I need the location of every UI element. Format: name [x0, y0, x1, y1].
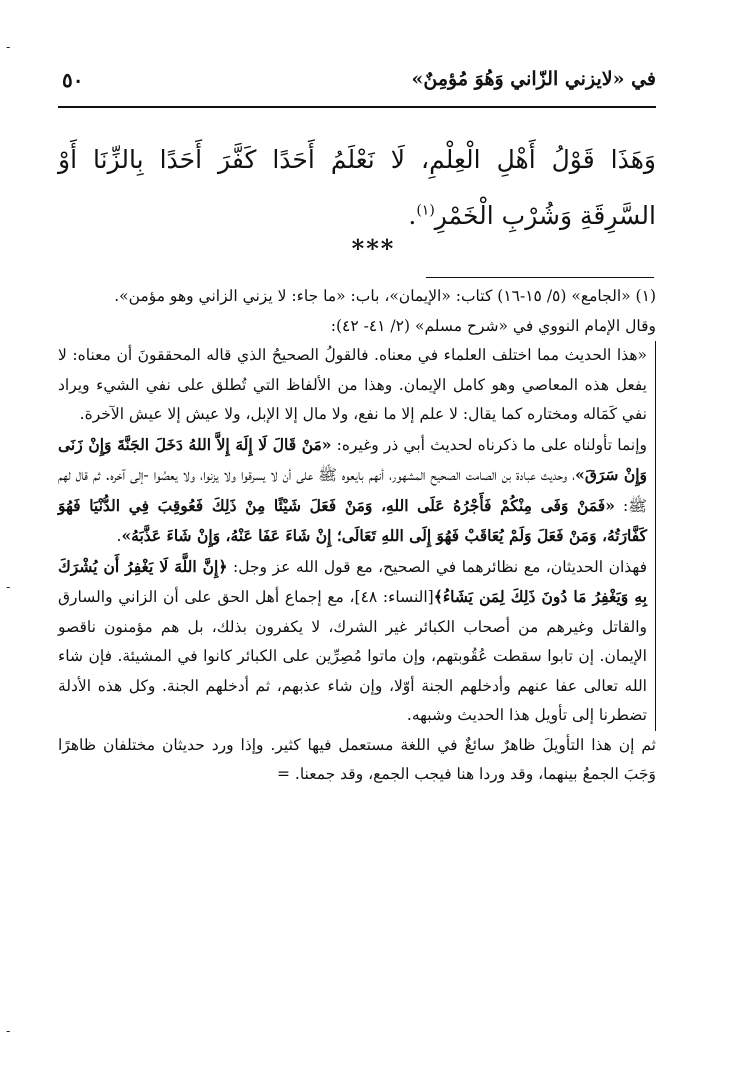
quran-verse: ﴿إِنَّ اللَّهَ لَا يَغْفِرُ أَن يُشْرَكَ بِهِ وَيَغْفِرُ مَا دُونَ ذَلِكَ لِمَن يَشَاءُ﴾: [58, 556, 648, 606]
quote-paragraph-4: ثم إن هذا التأويلَ ظاهرٌ سائغٌ في اللغة مستعمل فيها كثير. وإذا ورد حديثان مختلفان ظاهرًا وَجَبَ الجمعُ بينهما، وقد وردا هنا فيجب الجمع، وقد جمعنا. =: [58, 735, 656, 783]
main-paragraph: [58, 132, 656, 244]
quote-paragraph-2: [58, 430, 647, 552]
footnote-divider: [426, 277, 654, 278]
para-3-text-a: فهذان الحديثان، مع نظائرهما في الصحيح، مع قول الله عز وجل:: [227, 557, 647, 576]
hadith-1: «مَنْ قَالَ لَا إِلَهَ إِلاَّ اللهُ دَخَلَ الجَنَّةَ وَإِنْ زَنَى وَإِنْ سَرَقَ»: [58, 434, 647, 484]
footnote-1-intro: وقال الإمام النووي في «شرح مسلم» (٢/ ٤١- ٤٢):: [330, 316, 656, 335]
main-end-period: .: [408, 201, 417, 230]
page-number: ٥٠: [62, 68, 84, 92]
quote-paragraph-3: [58, 552, 647, 731]
nawawi-quote: [58, 341, 656, 731]
hadith-2: «فَمَنْ وَفَى مِنْكُمْ فَأَجْرُهُ عَلَى اللهِ، وَمَنْ فَعَلَ شَيْئًا مِنْ ذَلِكَ فَعُوقِبَ فِي الدُّنْيَا فَهُوَ كَفَّارَتُهُ، وَمَنْ فَعَلَ وَلَمْ يُعَاقَبْ فَهُوَ إِلَى اللهِ تَعَالَى؛ إِنْ شَاءَ عَفَا عَنْهُ، وَإِنْ شَاءَ عَذَّبَهُ»: [58, 495, 647, 545]
para-3-text-b: ، مع إجماع أهل الحق على أن الزاني والسارق والقاتل وغيرهم من أصحاب الكبائر غير الشرك، لا يكفرون بذلك، بل هم مؤمنون ناقصو الإيمان. إن تابوا سقطت عُقُوبتهم، وإن ماتوا مُصِرِّين على الكبائر كانوا في المشيئة. فإن شاء الله تعالى عفا عنهم وأدخلهم الجنة أوّلا، وإن شاء عذبهم، ثم أدخلهم الجنة. وكل هذه الأدلة تضطرنا إلى تأويل هذا الحديث وشبهه.: [58, 588, 647, 724]
para-2-text-b: ، وحديث عبادة بن الصامت الصحيح المشهور، أنهم بايعوه ﷺ على أن لا يسرقوا ولا يزنوا، ولا يعصُوا -إلى آخره. ثم قال لهم ﷺ:: [58, 466, 647, 515]
running-header: [58, 62, 656, 108]
footnote-1-source: (١) «الجامع» (٥/ ١٥-١٦) كتاب: «الإيمان»، باب: «ما جاء: لا يزني الزاني وهو مؤمن».: [114, 287, 656, 305]
section-separator: ***: [351, 234, 396, 263]
margin-mark: -: [6, 40, 11, 55]
para-2-text-a: وإنما تأولناه على ما ذكرناه لحديث أبي ذر وغيره:: [331, 435, 648, 454]
main-text: [58, 132, 656, 244]
margin-mark: -: [6, 1024, 11, 1039]
quote-paragraph-1: «هذا الحديث مما اختلف العلماء في معناه. فالقولُ الصحيحُ الذي قاله المحققونَ أن معناه: لا يفعل هذه المعاصي وهو كامل الإيمان. وهذا من الألفاظ التي تُطلق على نفي الشيء ويراد نفي كَمَاله ومختاره كما يقال: لا علم إلا ما نفع، ولا مال إلا الإبل، ولا عيش إلا عيش الآخرة.: [58, 346, 647, 423]
para-2-text-c: .: [116, 527, 122, 545]
margin-mark: -: [6, 580, 11, 595]
verse-reference: [النساء: ٤٨]: [354, 588, 434, 606]
main-body: وَهَذَا قَوْلُ أَهْلِ الْعِلْمِ، لَا نَعْلَمُ أَحَدًا كَفَّرَ أَحَدًا بِالزِّنَا أَوْ السَّرِقَةِ وَشُرْبِ الْخَمْرِ: [58, 145, 656, 230]
header-title: في «لايزني الزّاني وَهُوَ مُؤمِنٌ»: [411, 68, 656, 90]
footnotes: [58, 282, 656, 790]
footnote-marker: (١): [416, 202, 435, 219]
